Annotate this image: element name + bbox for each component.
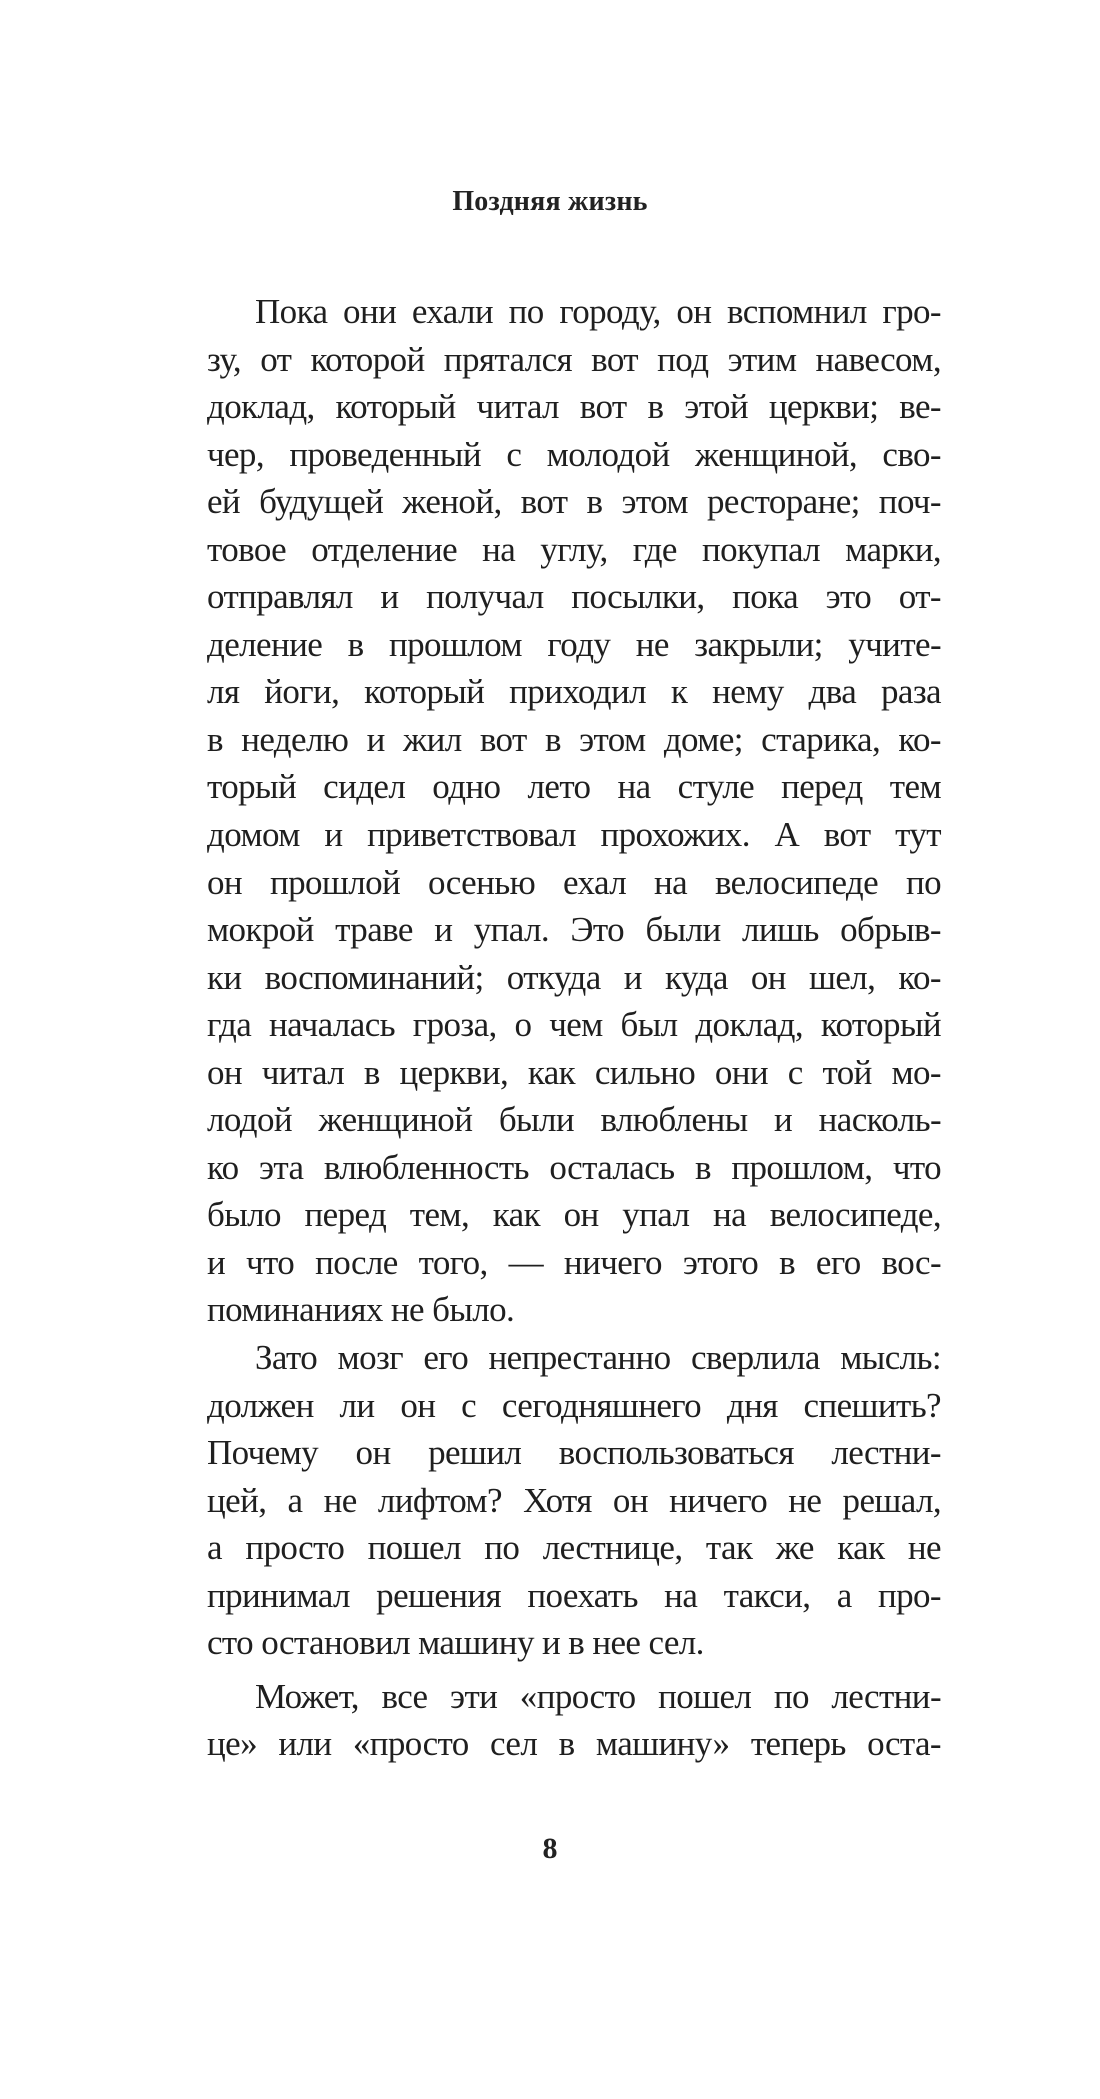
text-line: торый сидел одно лето на стуле перед тем (207, 767, 941, 807)
paragraph-1 (207, 288, 941, 1334)
text-line: он читал в церкви, как сильно они с той мо- (207, 1052, 941, 1092)
text-line: он прошлой осенью ехал на велосипеде по (207, 862, 941, 902)
text-line: ко эта влюбленность осталась в прошлом, что (207, 1147, 941, 1187)
text-line: деление в прошлом году не закрыли; учите- (207, 624, 941, 664)
text-line: ля йоги, который приходил к нему два раза (207, 672, 941, 712)
text-line: и что после того, — ничего этого в его вос- (207, 1242, 941, 1282)
text-line: поминаниях не было. (207, 1290, 515, 1330)
text-line: Пока они ехали по городу, он вспомнил гро- (255, 292, 941, 331)
body-text (207, 288, 941, 1768)
paragraph-3 (207, 1673, 941, 1768)
page-number: 8 (542, 1832, 558, 1865)
text-line: цей, а не лифтом? Хотя он ничего не решал, (207, 1480, 941, 1520)
text-line: лодой женщиной были влюблены и насколь- (207, 1100, 941, 1140)
text-line: чер, проведенный с молодой женщиной, сво- (207, 434, 941, 474)
text-line: домом и приветствовал прохожих. А вот тут (207, 815, 941, 855)
text-line: сто остановил машину и в нее сел. (207, 1623, 704, 1663)
text-line: в неделю и жил вот в этом доме; старика, ко- (207, 719, 941, 759)
text-line: Почему он решил воспользоваться лестни- (207, 1433, 941, 1473)
text-line: было перед тем, как он упал на велосипеде, (207, 1195, 941, 1235)
text-line: товое отделение на углу, где покупал марки, (207, 529, 941, 569)
text-line: доклад, который читал вот в этой церкви; ве- (207, 387, 941, 427)
paragraph-2 (207, 1334, 941, 1667)
running-head: Поздняя жизнь (452, 186, 648, 217)
text-line: гда началась гроза, о чем был доклад, который (207, 1005, 941, 1045)
text-line: принимал решения поехать на такси, а про- (207, 1575, 941, 1615)
text-line: отправлял и получал посылки, пока это от- (207, 577, 941, 617)
text-line: должен ли он с сегодняшнего дня спешить? (207, 1385, 941, 1425)
text-line: ей будущей женой, вот в этом ресторане; поч- (207, 482, 941, 522)
text-line: Может, все эти «просто пошел по лестни- (255, 1676, 941, 1716)
text-line: ки воспоминаний; откуда и куда он шел, ко- (207, 957, 941, 997)
text-line: мокрой траве и упал. Это были лишь обрыв- (207, 910, 941, 950)
text-line: це» или «просто сел в машину» теперь оста- (207, 1724, 941, 1764)
text-line: зу, от которой прятался вот под этим навесом, (207, 339, 941, 379)
text-line: а просто пошел по лестнице, так же как не (207, 1528, 941, 1568)
text-line: Зато мозг его непрестанно сверлила мысль: (255, 1338, 941, 1378)
